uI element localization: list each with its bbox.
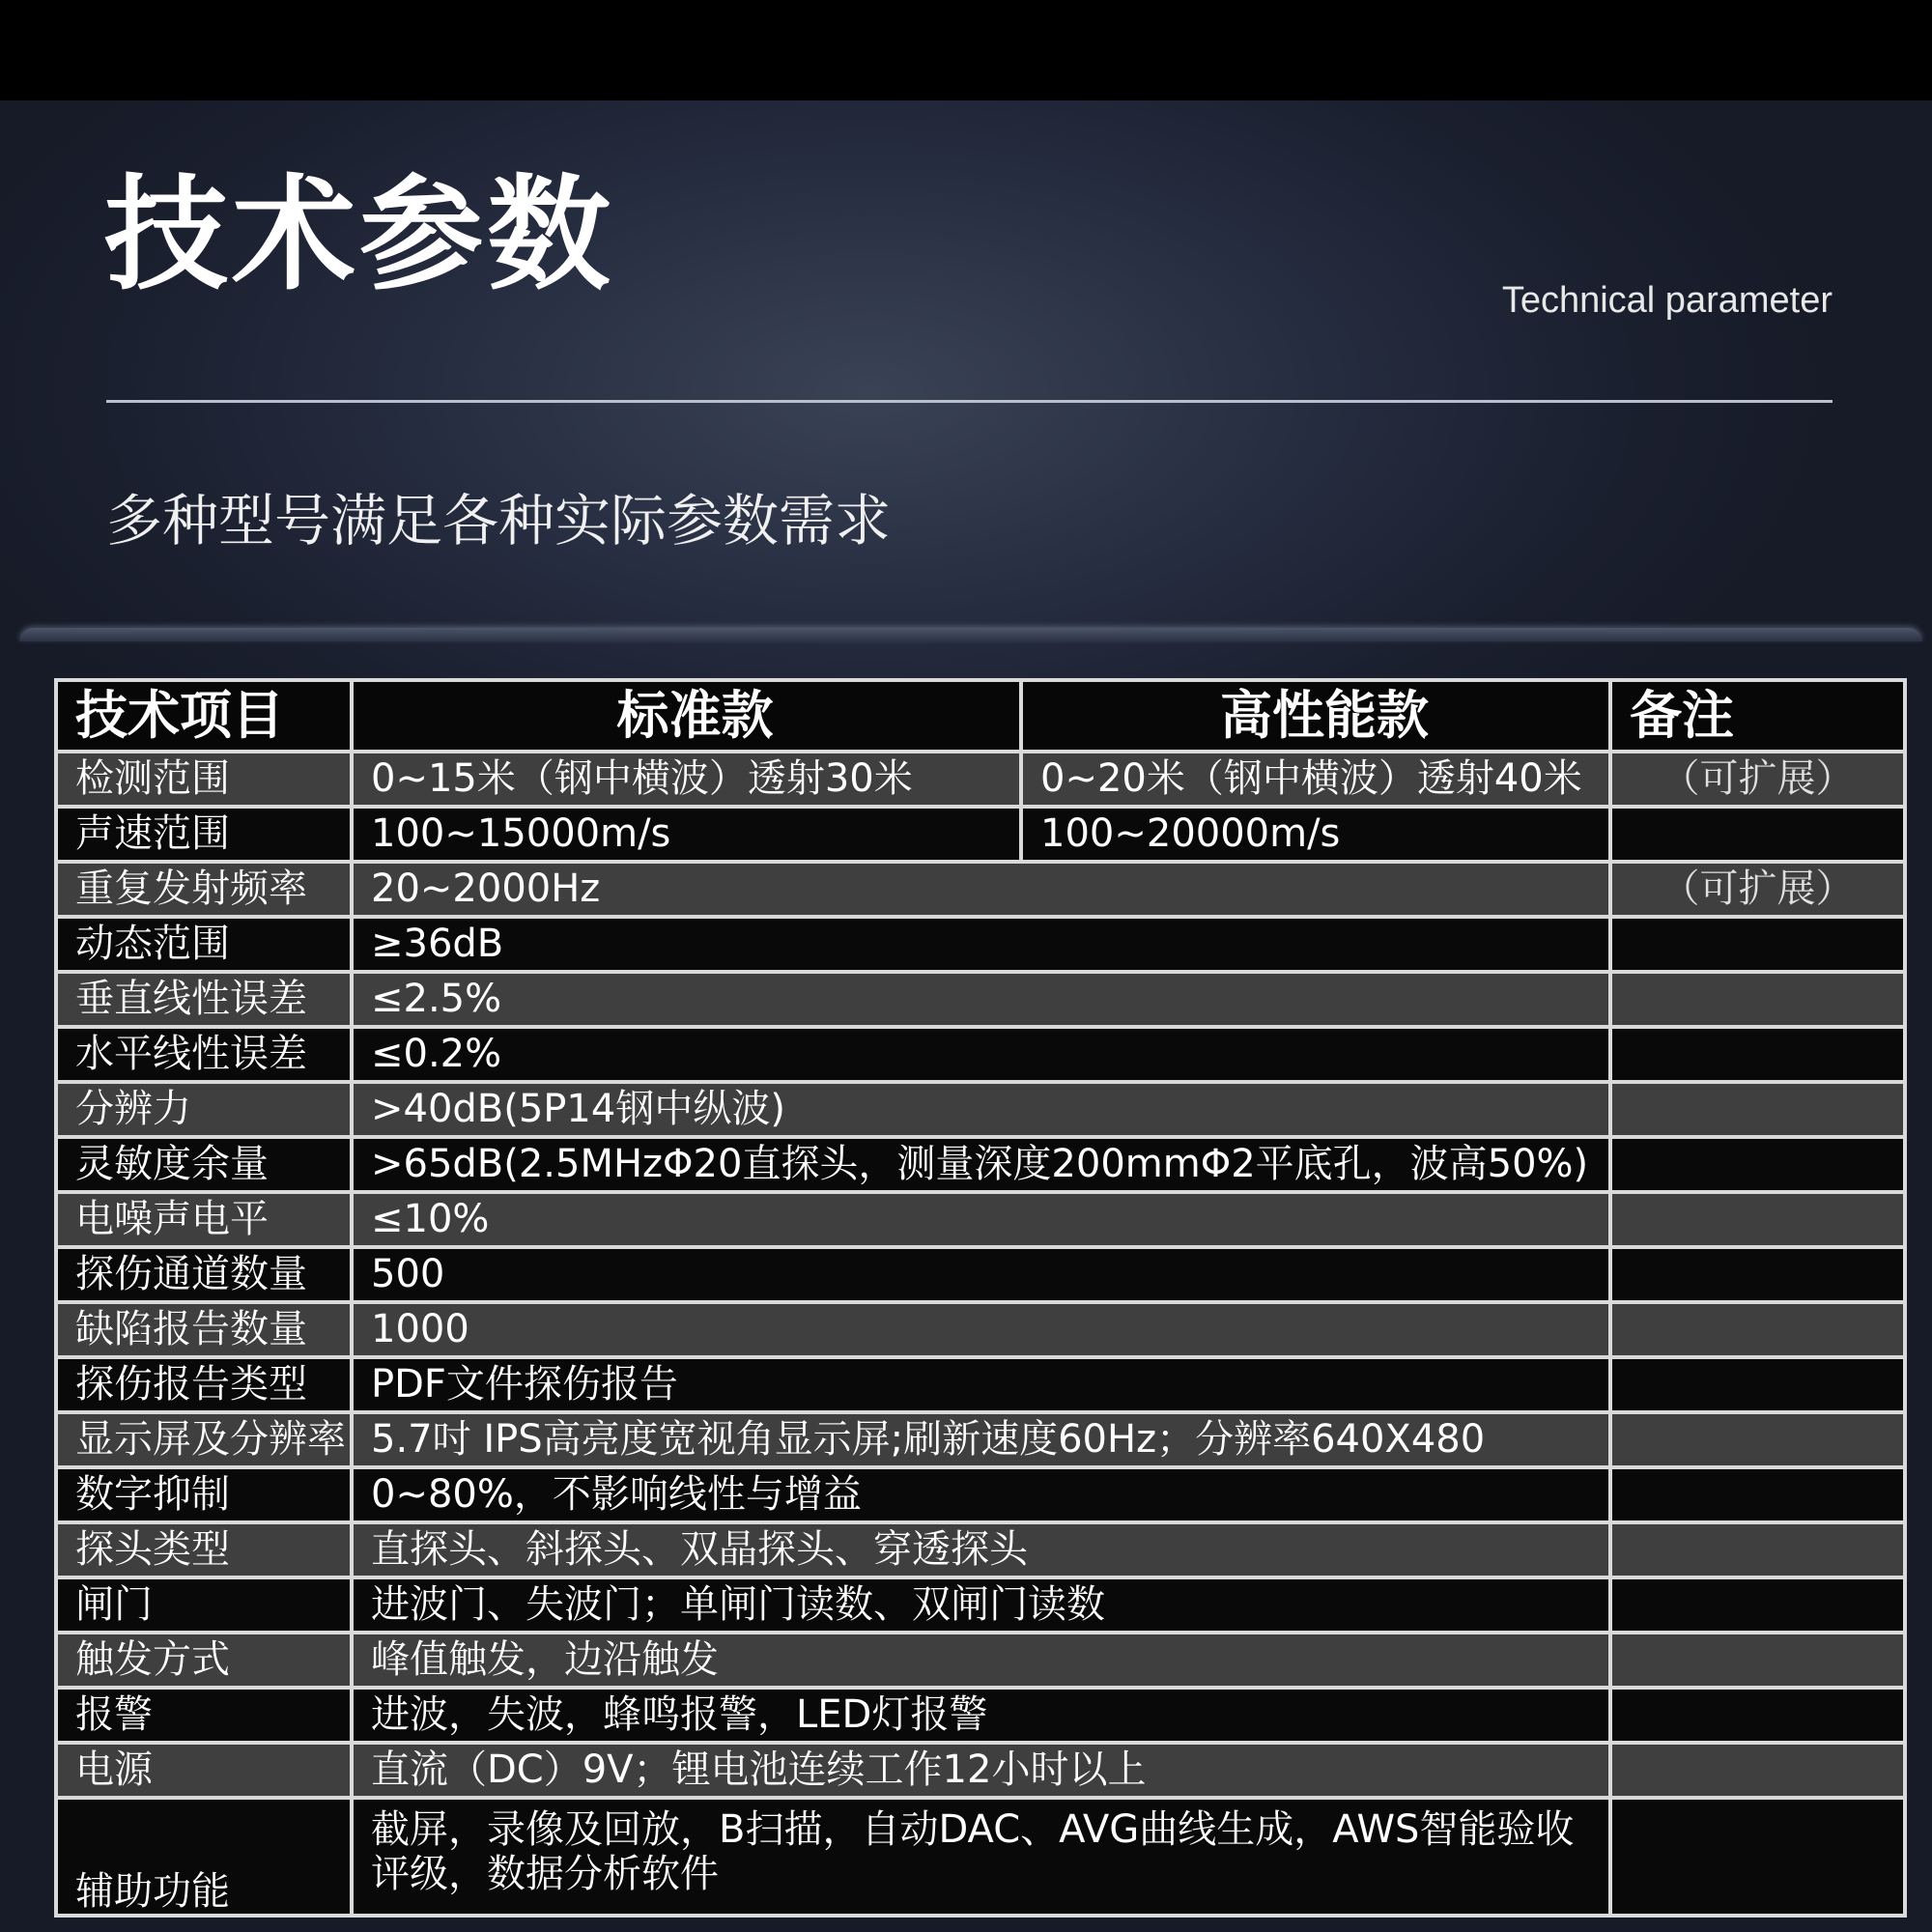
row-value: 进波门、失波门；单闸门读数、双闸门读数	[352, 1577, 1610, 1633]
row-label: 动态范围	[56, 917, 352, 972]
high-performance-value: 100~20000m/s	[1021, 807, 1610, 862]
table-row	[56, 1302, 1905, 1357]
column-header-note: 备注	[1610, 680, 1905, 752]
row-value: >40dB(5P14钢中纵波)	[352, 1082, 1610, 1137]
row-note	[1610, 1412, 1905, 1467]
standard-value: 100~15000m/s	[352, 807, 1021, 862]
row-value: 1000	[352, 1302, 1610, 1357]
row-value: 截屏，录像及回放，B扫描，自动DAC、AVG曲线生成，AWS智能验收评级，数据分析软件	[352, 1798, 1610, 1916]
row-label: 检测范围	[56, 752, 352, 807]
row-label: 触发方式	[56, 1633, 352, 1688]
high-performance-value: 0~20米（钢中横波）透射40米	[1021, 752, 1610, 807]
table-row	[56, 1577, 1905, 1633]
table-row	[56, 1743, 1905, 1798]
row-value: ≤2.5%	[352, 972, 1610, 1027]
row-note	[1610, 972, 1905, 1027]
row-value: 5.7吋 IPS高亮度宽视角显示屏;刷新速度60Hz；分辨率640X480	[352, 1412, 1610, 1467]
row-note	[1610, 1798, 1905, 1916]
title-divider	[106, 400, 1833, 403]
row-label: 电噪声电平	[56, 1192, 352, 1247]
row-note	[1610, 807, 1905, 862]
table-row	[56, 1467, 1905, 1522]
table-top-bevel	[19, 628, 1922, 641]
row-note	[1610, 1357, 1905, 1412]
row-note	[1610, 1743, 1905, 1798]
row-note	[1610, 1137, 1905, 1192]
row-label: 数字抑制	[56, 1467, 352, 1522]
row-label: 辅助功能	[56, 1798, 352, 1916]
table-row	[56, 972, 1905, 1027]
row-note	[1610, 1522, 1905, 1577]
row-label: 电源	[56, 1743, 352, 1798]
row-label: 闸门	[56, 1577, 352, 1633]
top-black-bar	[0, 0, 1932, 100]
row-note	[1610, 1633, 1905, 1688]
row-label: 显示屏及分辨率	[56, 1412, 352, 1467]
row-value: ≤10%	[352, 1192, 1610, 1247]
row-label: 探头类型	[56, 1522, 352, 1577]
table-row	[56, 1633, 1905, 1688]
row-note	[1610, 1688, 1905, 1743]
page-tagline: 多种型号满足各种实际参数需求	[106, 488, 892, 554]
row-label: 重复发射频率	[56, 862, 352, 917]
column-header-item: 技术项目	[56, 680, 352, 752]
row-label: 探伤通道数量	[56, 1247, 352, 1302]
row-label: 垂直线性误差	[56, 972, 352, 1027]
table-row	[56, 1798, 1905, 1916]
row-value: 500	[352, 1247, 1610, 1302]
row-label: 分辨力	[56, 1082, 352, 1137]
row-label: 缺陷报告数量	[56, 1302, 352, 1357]
row-note: （可扩展）	[1610, 862, 1905, 917]
row-value: 直探头、斜探头、双晶探头、穿透探头	[352, 1522, 1610, 1577]
row-label: 水平线性误差	[56, 1027, 352, 1082]
table-row	[56, 917, 1905, 972]
table-row	[56, 1082, 1905, 1137]
row-note	[1610, 917, 1905, 972]
table-row	[56, 807, 1905, 862]
row-label: 报警	[56, 1688, 352, 1743]
page-subtitle-english: Technical parameter	[1501, 280, 1833, 321]
table-row	[56, 752, 1905, 807]
table-row	[56, 1688, 1905, 1743]
column-header-high-performance: 高性能款	[1021, 680, 1610, 752]
row-value: ≤0.2%	[352, 1027, 1610, 1082]
row-value: 0~80%，不影响线性与增益	[352, 1467, 1610, 1522]
table-row	[56, 1357, 1905, 1412]
row-value: >65dB(2.5MHzΦ20直探头，测量深度200mmΦ2平底孔，波高50%)	[352, 1137, 1610, 1192]
row-value: 20~2000Hz	[352, 862, 1610, 917]
row-note	[1610, 1577, 1905, 1633]
spec-table	[54, 678, 1907, 1918]
row-value: 峰值触发，边沿触发	[352, 1633, 1610, 1688]
table-row	[56, 1412, 1905, 1467]
row-value: PDF文件探伤报告	[352, 1357, 1610, 1412]
row-value: 进波，失波，蜂鸣报警，LED灯报警	[352, 1688, 1610, 1743]
row-note: （可扩展）	[1610, 752, 1905, 807]
table-row	[56, 1522, 1905, 1577]
row-note	[1610, 1302, 1905, 1357]
table-row	[56, 862, 1905, 917]
column-header-standard: 标准款	[352, 680, 1021, 752]
table-row	[56, 1192, 1905, 1247]
row-value: 直流（DC）9V；锂电池连续工作12小时以上	[352, 1743, 1610, 1798]
row-value: ≥36dB	[352, 917, 1610, 972]
standard-value: 0~15米（钢中横波）透射30米	[352, 752, 1021, 807]
row-label: 声速范围	[56, 807, 352, 862]
table-header-row	[56, 680, 1905, 752]
row-note	[1610, 1082, 1905, 1137]
row-label: 灵敏度余量	[56, 1137, 352, 1192]
row-label: 探伤报告类型	[56, 1357, 352, 1412]
row-note	[1610, 1027, 1905, 1082]
row-note	[1610, 1192, 1905, 1247]
row-note	[1610, 1467, 1905, 1522]
row-note	[1610, 1247, 1905, 1302]
table-row	[56, 1247, 1905, 1302]
page-title: 技术参数	[104, 163, 615, 307]
table-row	[56, 1027, 1905, 1082]
table-row	[56, 1137, 1905, 1192]
